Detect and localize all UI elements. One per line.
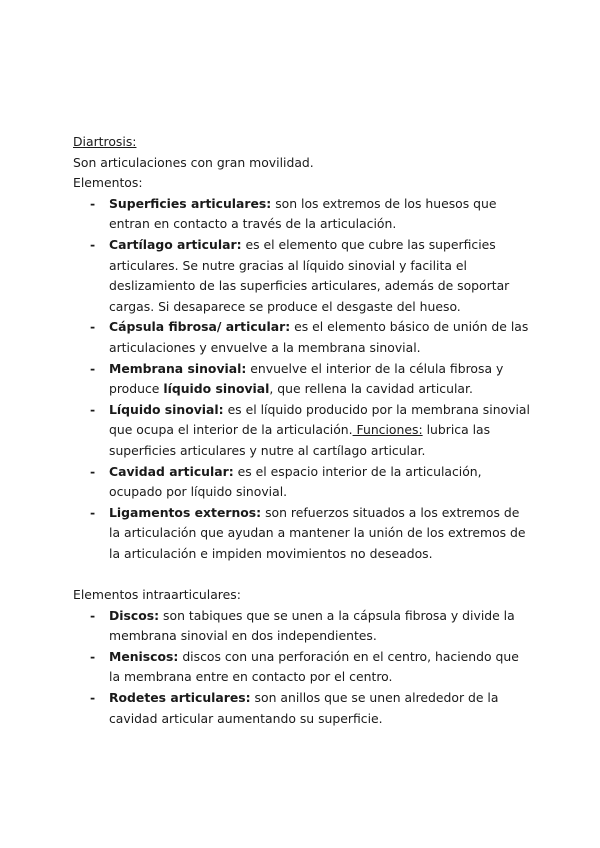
- bullet-dash: -: [90, 195, 96, 211]
- item-term: Ligamentos externos:: [109, 504, 262, 520]
- item-term: Rodetes articulares:: [109, 690, 251, 706]
- item-text: son refuerzos situados a los extremos de la articulación que ayudan a mantener la unión de los extremos de la articulación e impiden movimientos no deseados.: [109, 504, 526, 561]
- item-text: , que rellena la cavidad articular.: [269, 381, 473, 397]
- bullet-dash: -: [90, 319, 96, 335]
- section-title-intraarticulares: Elementos intraarticulares:: [73, 587, 241, 603]
- item-term: Cavidad articular:: [109, 463, 234, 479]
- list-item: [73, 194, 533, 235]
- item-text: son tabiques que se unen a la cápsula fibrosa y divide la membrana sinovial en dos independientes.: [109, 607, 515, 644]
- item-text: son los extremos de los huesos que entran en contacto a través de la articulación.: [109, 195, 497, 232]
- bullet-dash: -: [90, 236, 96, 252]
- list-item: [73, 647, 533, 688]
- bullet-dash: -: [90, 504, 96, 520]
- item-text: son anillos que se unen alrededor de la cavidad articular aumentando su superficie.: [109, 690, 499, 726]
- section-title-diartrosis: Diartrosis:: [73, 134, 137, 149]
- item-term: Membrana sinovial:: [109, 360, 247, 376]
- intraarticular-list: [73, 606, 533, 730]
- list-item: [73, 688, 533, 729]
- item-term: Meniscos:: [109, 648, 179, 664]
- bullet-dash: -: [90, 648, 96, 664]
- bullet-dash: -: [90, 607, 96, 623]
- list-item: [73, 235, 533, 317]
- document-page: [73, 132, 533, 729]
- section-intro: Son articulaciones con gran movilidad.: [73, 154, 314, 170]
- item-text: es el líquido producido por la membrana sinovial que ocupa el interior de la articulación.: [109, 401, 530, 438]
- item-text: envuelve el interior de la célula fibrosa y produce: [109, 360, 504, 397]
- item-term: Cápsula fibrosa/ articular:: [109, 319, 291, 335]
- item-text: discos con una perforación en el centro, haciendo que la membrana entre en contacto por el centro.: [109, 648, 519, 685]
- list-item: [73, 462, 533, 503]
- bullet-dash: -: [90, 463, 96, 479]
- paragraph-gap: [73, 564, 533, 585]
- item-bold-term: líquido sinovial: [163, 381, 270, 397]
- bullet-dash: -: [90, 360, 96, 376]
- item-text: es el elemento que cubre las superficies articulares. Se nutre gracias al líquido sinovial y facilita el deslizamiento de las superficies articulares, además de soportar cargas. Si desaparece se produce el desgaste del hueso.: [109, 236, 510, 314]
- list-item: [73, 503, 533, 565]
- item-term: Discos:: [109, 607, 160, 623]
- item-term: Líquido sinovial:: [109, 401, 224, 417]
- list-item: [73, 317, 533, 358]
- item-term: Cartílago articular:: [109, 236, 242, 252]
- elements-label: Elementos:: [73, 175, 143, 191]
- elements-list: [73, 194, 533, 565]
- list-item: [73, 400, 533, 462]
- bullet-dash: -: [90, 401, 96, 417]
- item-text: es el espacio interior de la articulación, ocupado por líquido sinovial.: [109, 463, 482, 500]
- bullet-dash: -: [90, 690, 96, 706]
- item-text: es el elemento básico de unión de las articulaciones y envuelve a la membrana sinovial.: [109, 319, 529, 355]
- item-underlined-label: Funciones:: [352, 422, 423, 438]
- item-term: Superficies articulares:: [109, 195, 272, 211]
- item-text: lubrica las superficies articulares y nutre al cartílago articular.: [109, 422, 491, 458]
- list-item: [73, 606, 533, 647]
- list-item: [73, 359, 533, 400]
